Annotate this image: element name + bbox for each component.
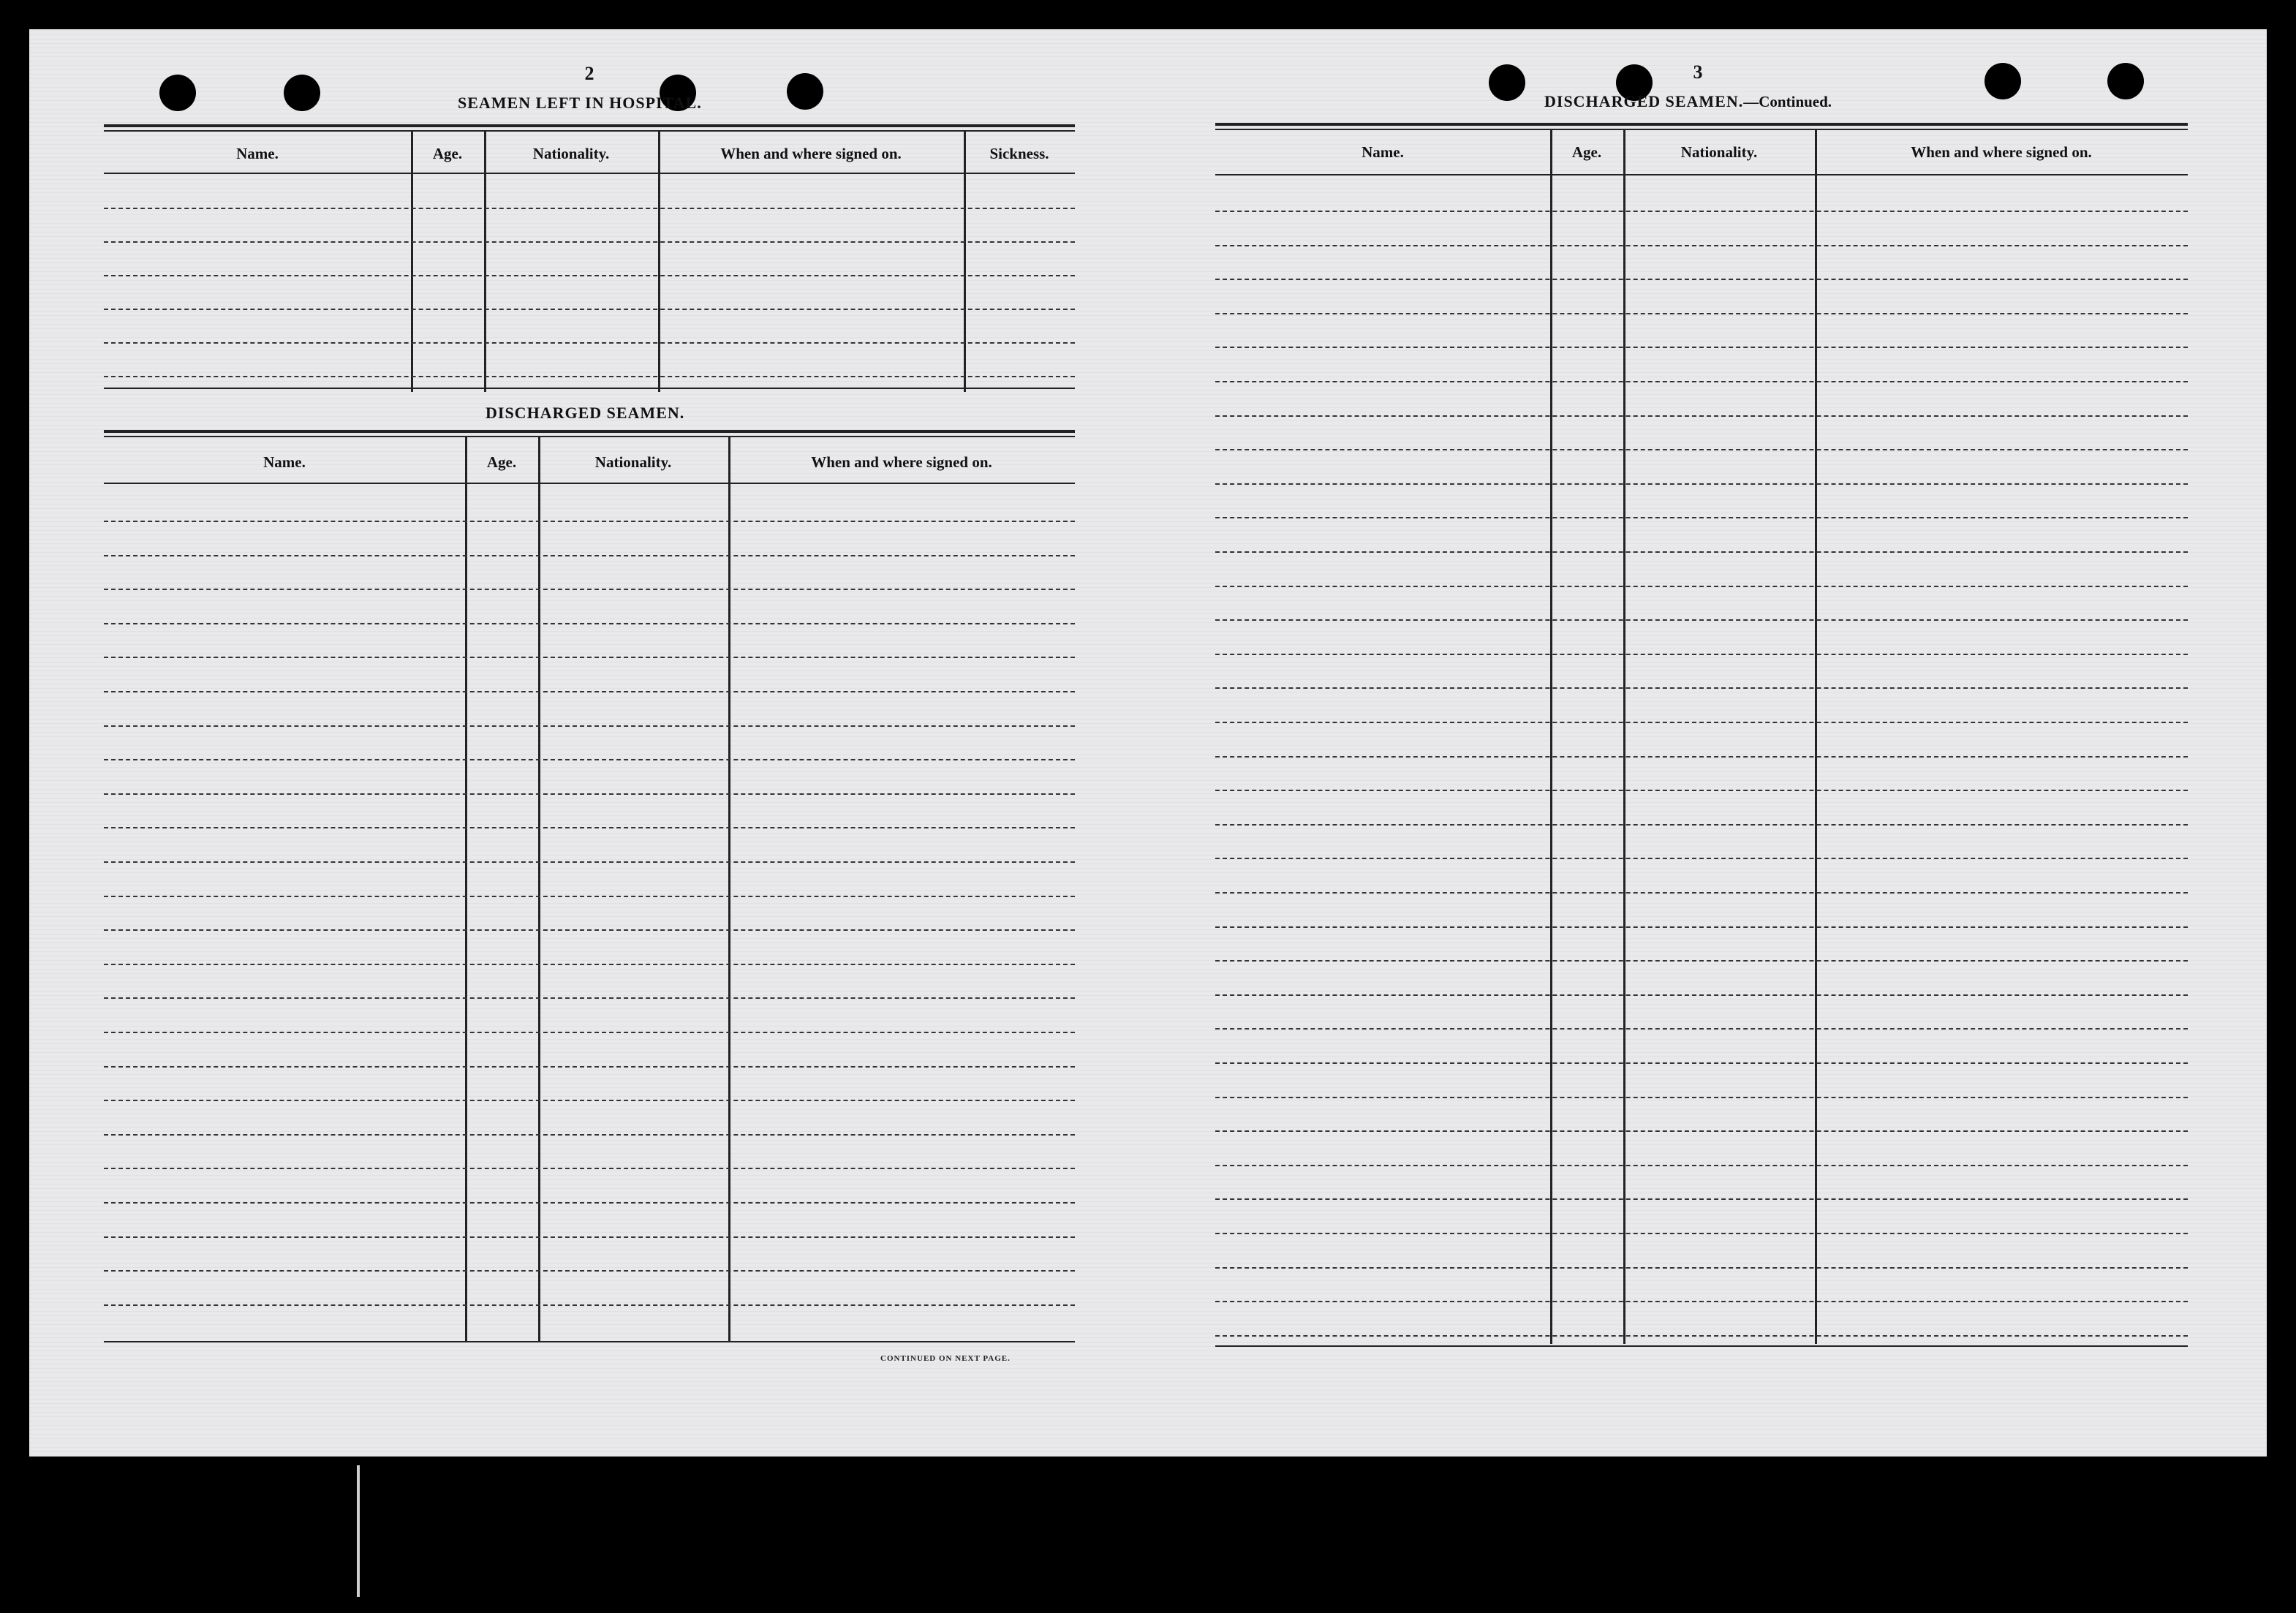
table-row xyxy=(1215,1335,2188,1337)
table-row xyxy=(1215,517,2188,518)
table-row xyxy=(104,793,1075,795)
hospital-section-title: SEAMEN LEFT IN HOSPITAL. xyxy=(458,94,702,112)
table-row xyxy=(104,657,1075,658)
table-row xyxy=(104,896,1075,897)
discharged-continued-title xyxy=(1544,92,1832,111)
discharged-table-right xyxy=(1215,123,2188,1380)
right-col-age: Age. xyxy=(1571,143,1602,161)
discharged-col-nationality: Nationality. xyxy=(594,453,672,471)
table-row xyxy=(1215,790,2188,791)
table-row xyxy=(104,589,1075,590)
table-row xyxy=(1215,1301,2188,1302)
table-row xyxy=(1215,756,2188,758)
table-row xyxy=(1215,722,2188,723)
table-row xyxy=(1215,1062,2188,1064)
hospital-col-nationality: Nationality. xyxy=(532,145,610,162)
table-row xyxy=(104,309,1075,310)
table-row xyxy=(1215,994,2188,996)
punch-hole xyxy=(787,73,823,110)
table-row xyxy=(1215,347,2188,348)
right-col-name: Name. xyxy=(1362,143,1404,161)
table-row xyxy=(1215,960,2188,962)
table-row xyxy=(104,1236,1075,1238)
page-number-left: 2 xyxy=(584,63,594,84)
table-row xyxy=(104,555,1075,556)
table-row xyxy=(104,1304,1075,1306)
punch-hole xyxy=(2107,63,2144,99)
table-row xyxy=(104,376,1075,377)
discharged-section-title: DISCHARGED SEAMEN. xyxy=(486,404,685,422)
table-row xyxy=(1215,313,2188,314)
table-row xyxy=(1215,415,2188,417)
discharged-table-left xyxy=(104,430,1075,1380)
punch-hole xyxy=(159,75,196,111)
table-row xyxy=(1215,687,2188,689)
right-col-nationality: Nationality. xyxy=(1680,143,1758,161)
punch-hole xyxy=(1985,63,2021,99)
punch-hole xyxy=(1489,64,1525,101)
discharged-col-name: Name. xyxy=(263,453,306,471)
table-row xyxy=(104,208,1075,209)
discharged-col-age: Age. xyxy=(486,453,517,471)
table-row xyxy=(104,1100,1075,1101)
table-row xyxy=(104,1168,1075,1169)
hospital-col-name: Name. xyxy=(236,145,279,162)
table-row xyxy=(1215,619,2188,621)
table-row xyxy=(104,241,1075,243)
table-row xyxy=(1215,245,2188,246)
table-row xyxy=(104,691,1075,692)
table-row xyxy=(1215,654,2188,655)
table-row xyxy=(1215,824,2188,826)
table-row xyxy=(1215,1267,2188,1269)
table-row xyxy=(1215,1097,2188,1098)
document-sheet xyxy=(29,29,2267,1457)
table-row xyxy=(1215,551,2188,553)
table-row xyxy=(104,342,1075,344)
table-row xyxy=(1215,1198,2188,1200)
table-row xyxy=(1215,483,2188,485)
hospital-col-age: Age. xyxy=(432,145,463,162)
table-row xyxy=(1215,926,2188,928)
table-row xyxy=(1215,279,2188,280)
continued-note: CONTINUED ON NEXT PAGE. xyxy=(880,1354,1011,1363)
table-row xyxy=(1215,892,2188,894)
table-row xyxy=(1215,1130,2188,1132)
hospital-col-sickness: Sickness. xyxy=(989,145,1049,162)
table-row xyxy=(104,964,1075,965)
table-row xyxy=(104,1134,1075,1136)
table-row xyxy=(104,623,1075,624)
hospital-table xyxy=(104,124,1075,430)
discharged-col-signed-on: When and where signed on. xyxy=(811,453,992,471)
punch-hole xyxy=(284,75,320,111)
right-col-signed-on: When and where signed on. xyxy=(1911,143,2092,161)
hospital-col-signed-on: When and where signed on. xyxy=(720,145,902,162)
page-number-right: 3 xyxy=(1693,61,1703,83)
table-row xyxy=(104,1032,1075,1033)
discharged-continued-title-suffix: —Continued. xyxy=(1743,93,1832,110)
table-row xyxy=(104,725,1075,727)
table-row xyxy=(104,521,1075,522)
table-row xyxy=(104,929,1075,931)
table-row xyxy=(104,759,1075,760)
table-row xyxy=(1215,449,2188,450)
discharged-continued-title-main: DISCHARGED SEAMEN. xyxy=(1544,92,1744,110)
table-row xyxy=(1215,1233,2188,1234)
table-row xyxy=(1215,858,2188,859)
scan-artifact xyxy=(357,1465,360,1597)
table-row xyxy=(104,1270,1075,1272)
table-row xyxy=(104,997,1075,999)
table-row xyxy=(1215,586,2188,587)
table-row xyxy=(104,275,1075,276)
table-row xyxy=(104,1202,1075,1204)
table-row xyxy=(1215,1165,2188,1166)
table-row xyxy=(104,827,1075,828)
table-row xyxy=(1215,1028,2188,1030)
table-row xyxy=(1215,211,2188,212)
table-row xyxy=(1215,381,2188,382)
table-row xyxy=(104,1066,1075,1068)
table-row xyxy=(104,861,1075,863)
